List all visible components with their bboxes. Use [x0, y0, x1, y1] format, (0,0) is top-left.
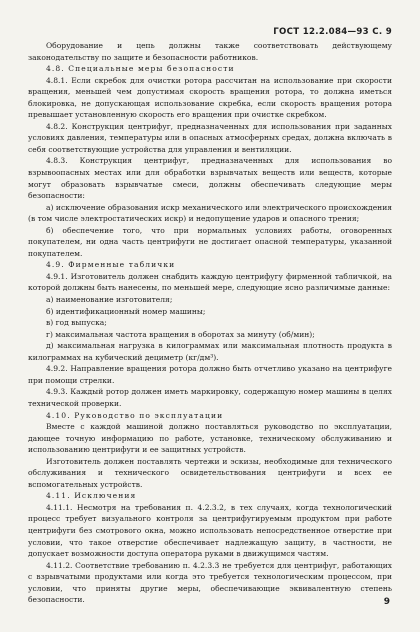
list-item: а) наименование изготовителя;: [46, 295, 173, 305]
paragraph: 4.11.1. Несмотря на требования п. 4.2.3.2, в тех случаях, когда технологический процесс требует визуального контроля за центрифугируемым продуктом при работе центрифуги без смотрового окна, можно использовать непосредственное отверстие при условии, что такое отверстие обеспечивает надлежащую защиту, в частности, не допускает возможности доступа оператора руками в движущимся частям.: [28, 502, 392, 559]
paragraph: 4.11.2. Соответствие требованию п. 4.2.3.3 не требуется для центрифуг, работающих с взрывчатыми продуктами или когда это требуется технологическим процессом, при условии, что приняты другие меры, обеспечивающие эквивалентную степень безопасности.: [28, 560, 392, 605]
paragraph: 4.9.1. Изготовитель должен снабдить каждую центрифугу фирменной табличкой, на которой должны быть нанесены, по меньшей мере, следующие ясно различимые данные:: [28, 271, 392, 293]
paragraph: 4.8.1. Если скребок для очистки ротора рассчитан на использование при скорости вращения, меньшей чем допустимая скорость вращения ротора, то должна иметься блокировка, не допускающая использование скребка, если скорость вращения ротора превышает установленную скорость его вращения при очистке скребком.: [28, 75, 392, 120]
section-heading-4-9: 4.9. Фирменные таблички: [46, 260, 176, 270]
section-heading-4-10: 4.10. Руководство по эксплуатации: [46, 410, 224, 420]
list-item: а) исключение образования искр механического или электрического происхождения (в том числе электростатических искр) и недопущение ударов и опасного трения;: [28, 202, 392, 224]
paragraph: 4.8.3. Конструкция центрифуг, предназначенных для использования во взрывоопасных местах или для обработки взрывчатых веществ или веществ, которые могут образовать взрывчатые смеси, должны обеспечивать следующие меры безопасности:: [28, 156, 392, 201]
list-item: г) максимальная частота вращения в оборотах за минуту (об/мин);: [46, 329, 315, 339]
list-item: в) год выпуска;: [46, 318, 107, 328]
paragraph: Изготовитель должен поставлять чертежи и эскизы, необходимые для технического обслуживания и технического освидетельствования центрифуги и всех ее вспомогательных устройств.: [28, 456, 392, 489]
section-heading-4-8: 4.8. Специальные меры безопасности: [46, 64, 235, 74]
paragraph: Вместе с каждой машиной должно поставляться руководство по эксплуатации, дающее точную информацию по работе, установке, техническому обслуживанию и использованию центрифуги и ее защитных устройств.: [28, 422, 392, 455]
section-heading-4-11: 4.11. Исключения: [46, 491, 137, 501]
page-number: 9: [383, 597, 390, 607]
paragraph: 4.9.2. Направление вращения ротора должно быть отчетливо указано на центрифуге при помощи стрелки.: [28, 364, 392, 385]
paragraph: 4.9.3. Каждый ротор должен иметь маркировку, содержащую номер машины в целях технической проверки.: [28, 387, 392, 408]
paragraph: Оборудование и цепь должны также соответствовать действующему законодательству по защите и безопасности работников.: [28, 41, 392, 62]
paragraph: 4.8.2. Конструкция центрифуг, предназначенных для использования при заданных условиях давления, температуры или в опасных атмосферных средах, должна включать в себя соответствующие устройства для управления и вентиляции.: [28, 121, 392, 154]
list-item: б) идентификационный номер машины;: [46, 306, 206, 316]
list-item: б) обеспечение того, что при нормальных условиях работы, оговоренных покупателем, ни одна часть центрифуги не достигает опасной температуры, указанной покупателем.: [28, 225, 392, 258]
standard-header: ГОСТ 12.2.084—93 С. 9: [273, 27, 392, 37]
page-body: [28, 40, 392, 606]
list-item: д) максимальная нагрузка в килограммах или максимальная плотность продукта в килограммах на кубический дециметр (кг/дм³).: [28, 341, 392, 362]
